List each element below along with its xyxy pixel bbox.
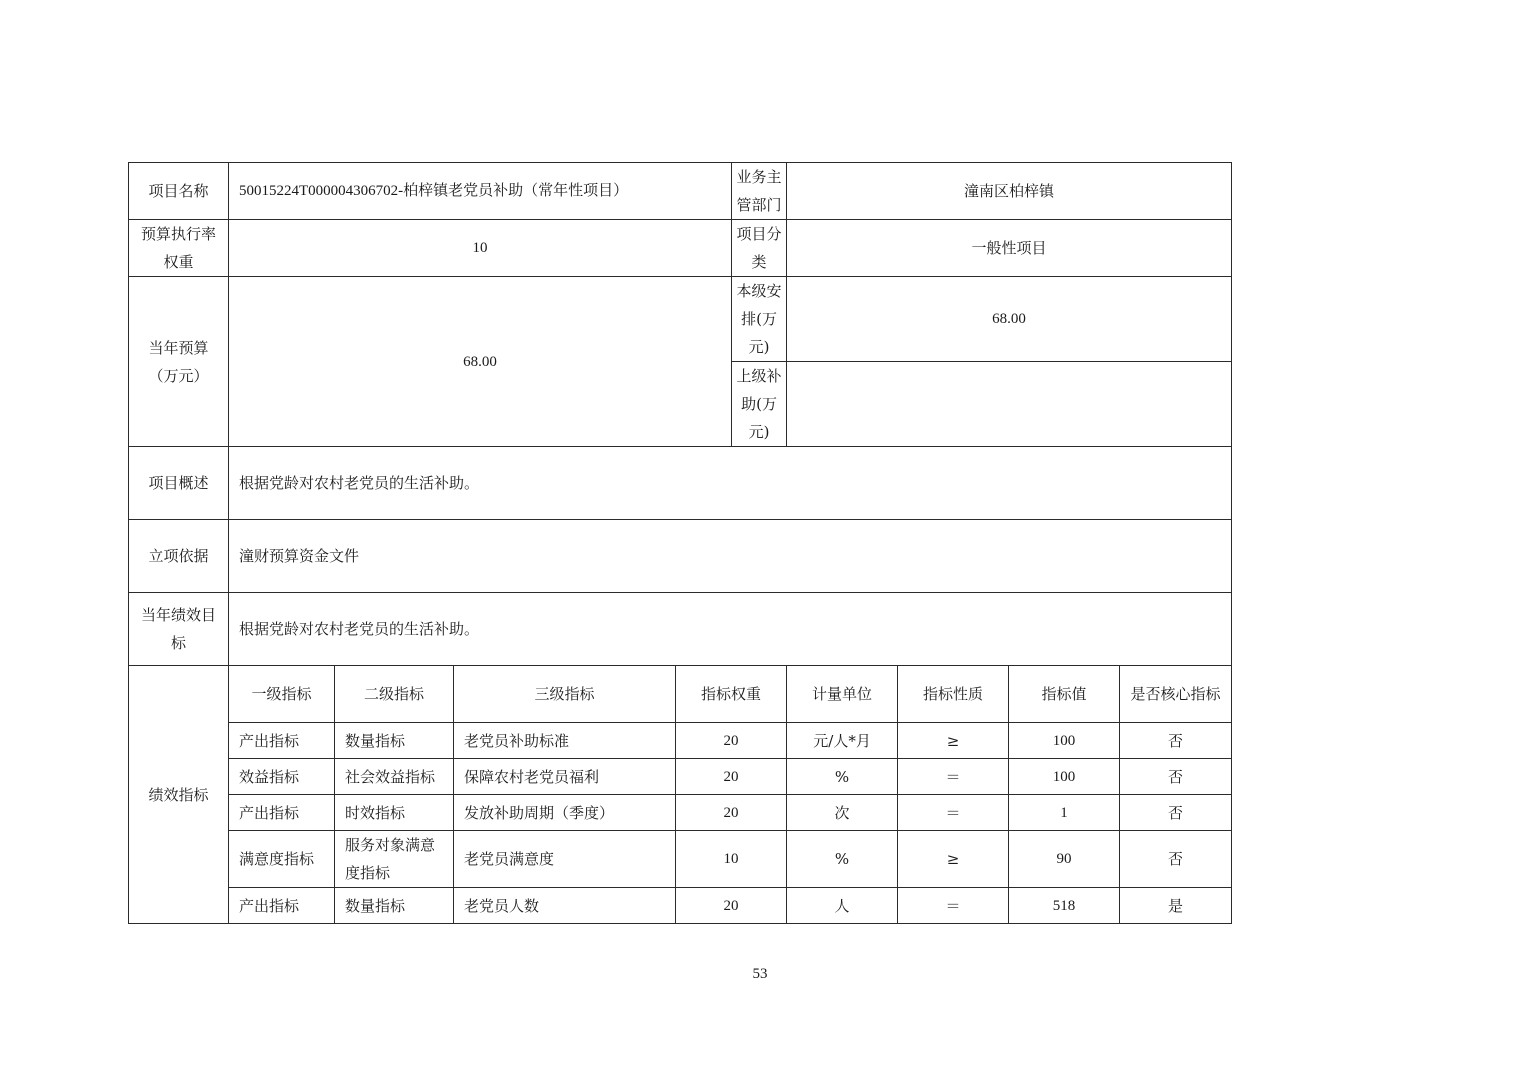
header-level2: 二级指标	[335, 666, 454, 723]
indicator-level1: 产出指标	[229, 723, 335, 759]
local-budget-value: 68.00	[787, 277, 1232, 362]
indicator-core: 否	[1120, 795, 1232, 831]
indicator-unit: %	[787, 831, 898, 888]
indicator-nature: ＝	[898, 759, 1009, 795]
indicator-nature: ≥	[898, 831, 1009, 888]
project-name-label: 项目名称	[129, 163, 229, 220]
upper-subsidy-label: 上级补助(万元)	[732, 362, 787, 447]
indicator-level1: 效益指标	[229, 759, 335, 795]
indicator-level3: 老党员补助标准	[454, 723, 676, 759]
indicator-core: 否	[1120, 723, 1232, 759]
indicator-unit: %	[787, 759, 898, 795]
indicator-value: 100	[1009, 759, 1120, 795]
indicator-level2: 数量指标	[335, 888, 454, 924]
indicator-unit: 元/人*月	[787, 723, 898, 759]
indicator-level1: 满意度指标	[229, 831, 335, 888]
indicator-core: 否	[1120, 759, 1232, 795]
indicator-level1: 产出指标	[229, 888, 335, 924]
table-row	[129, 723, 1232, 759]
dept-label: 业务主管部门	[732, 163, 787, 220]
indicator-core: 否	[1120, 831, 1232, 888]
upper-subsidy-value	[787, 362, 1232, 447]
local-budget-label: 本级安排(万元)	[732, 277, 787, 362]
indicator-level1: 产出指标	[229, 795, 335, 831]
page-number: 53	[752, 966, 768, 982]
indicator-core: 是	[1120, 888, 1232, 924]
basis-value: 潼财预算资金文件	[229, 520, 1232, 593]
weight-value: 10	[229, 220, 732, 277]
overview-label: 项目概述	[129, 447, 229, 520]
table-row	[129, 759, 1232, 795]
indicator-level2: 社会效益指标	[335, 759, 454, 795]
indicator-nature: ＝	[898, 888, 1009, 924]
indicator-weight: 20	[676, 759, 787, 795]
basis-label: 立项依据	[129, 520, 229, 593]
indicator-value: 90	[1009, 831, 1120, 888]
category-value: 一般性项目	[787, 220, 1232, 277]
indicator-unit: 次	[787, 795, 898, 831]
indicator-level3: 老党员满意度	[454, 831, 676, 888]
dept-value: 潼南区柏梓镇	[787, 163, 1232, 220]
indicator-level2: 数量指标	[335, 723, 454, 759]
header-unit: 计量单位	[787, 666, 898, 723]
category-label: 项目分类	[732, 220, 787, 277]
indicator-value: 1	[1009, 795, 1120, 831]
weight-label: 预算执行率权重	[129, 220, 229, 277]
indicator-weight: 20	[676, 723, 787, 759]
performance-target-table	[128, 162, 1232, 924]
indicator-value: 518	[1009, 888, 1120, 924]
header-value: 指标值	[1009, 666, 1120, 723]
indicator-unit: 人	[787, 888, 898, 924]
header-core: 是否核心指标	[1120, 666, 1232, 723]
header-level1: 一级指标	[229, 666, 335, 723]
indicator-level3: 保障农村老党员福利	[454, 759, 676, 795]
indicators-label: 绩效指标	[129, 666, 229, 924]
indicator-level2: 服务对象满意度指标	[335, 831, 454, 888]
budget-value: 68.00	[229, 277, 732, 447]
header-weight: 指标权重	[676, 666, 787, 723]
indicator-weight: 20	[676, 888, 787, 924]
indicator-weight: 20	[676, 795, 787, 831]
indicator-weight: 10	[676, 831, 787, 888]
goal-label: 当年绩效目标	[129, 593, 229, 666]
table-row	[129, 888, 1232, 924]
goal-value: 根据党龄对农村老党员的生活补助。	[229, 593, 1232, 666]
project-name-value: 50015224T000004306702-柏梓镇老党员补助（常年性项目）	[229, 163, 732, 220]
indicator-nature: ≥	[898, 723, 1009, 759]
indicator-level3: 发放补助周期（季度）	[454, 795, 676, 831]
indicator-value: 100	[1009, 723, 1120, 759]
indicator-nature: ＝	[898, 795, 1009, 831]
indicator-level2: 时效指标	[335, 795, 454, 831]
table-row	[129, 795, 1232, 831]
budget-label: 当年预算（万元）	[129, 277, 229, 447]
overview-value: 根据党龄对农村老党员的生活补助。	[229, 447, 1232, 520]
header-level3: 三级指标	[454, 666, 676, 723]
table-row	[129, 831, 1232, 888]
header-nature: 指标性质	[898, 666, 1009, 723]
indicator-level3: 老党员人数	[454, 888, 676, 924]
